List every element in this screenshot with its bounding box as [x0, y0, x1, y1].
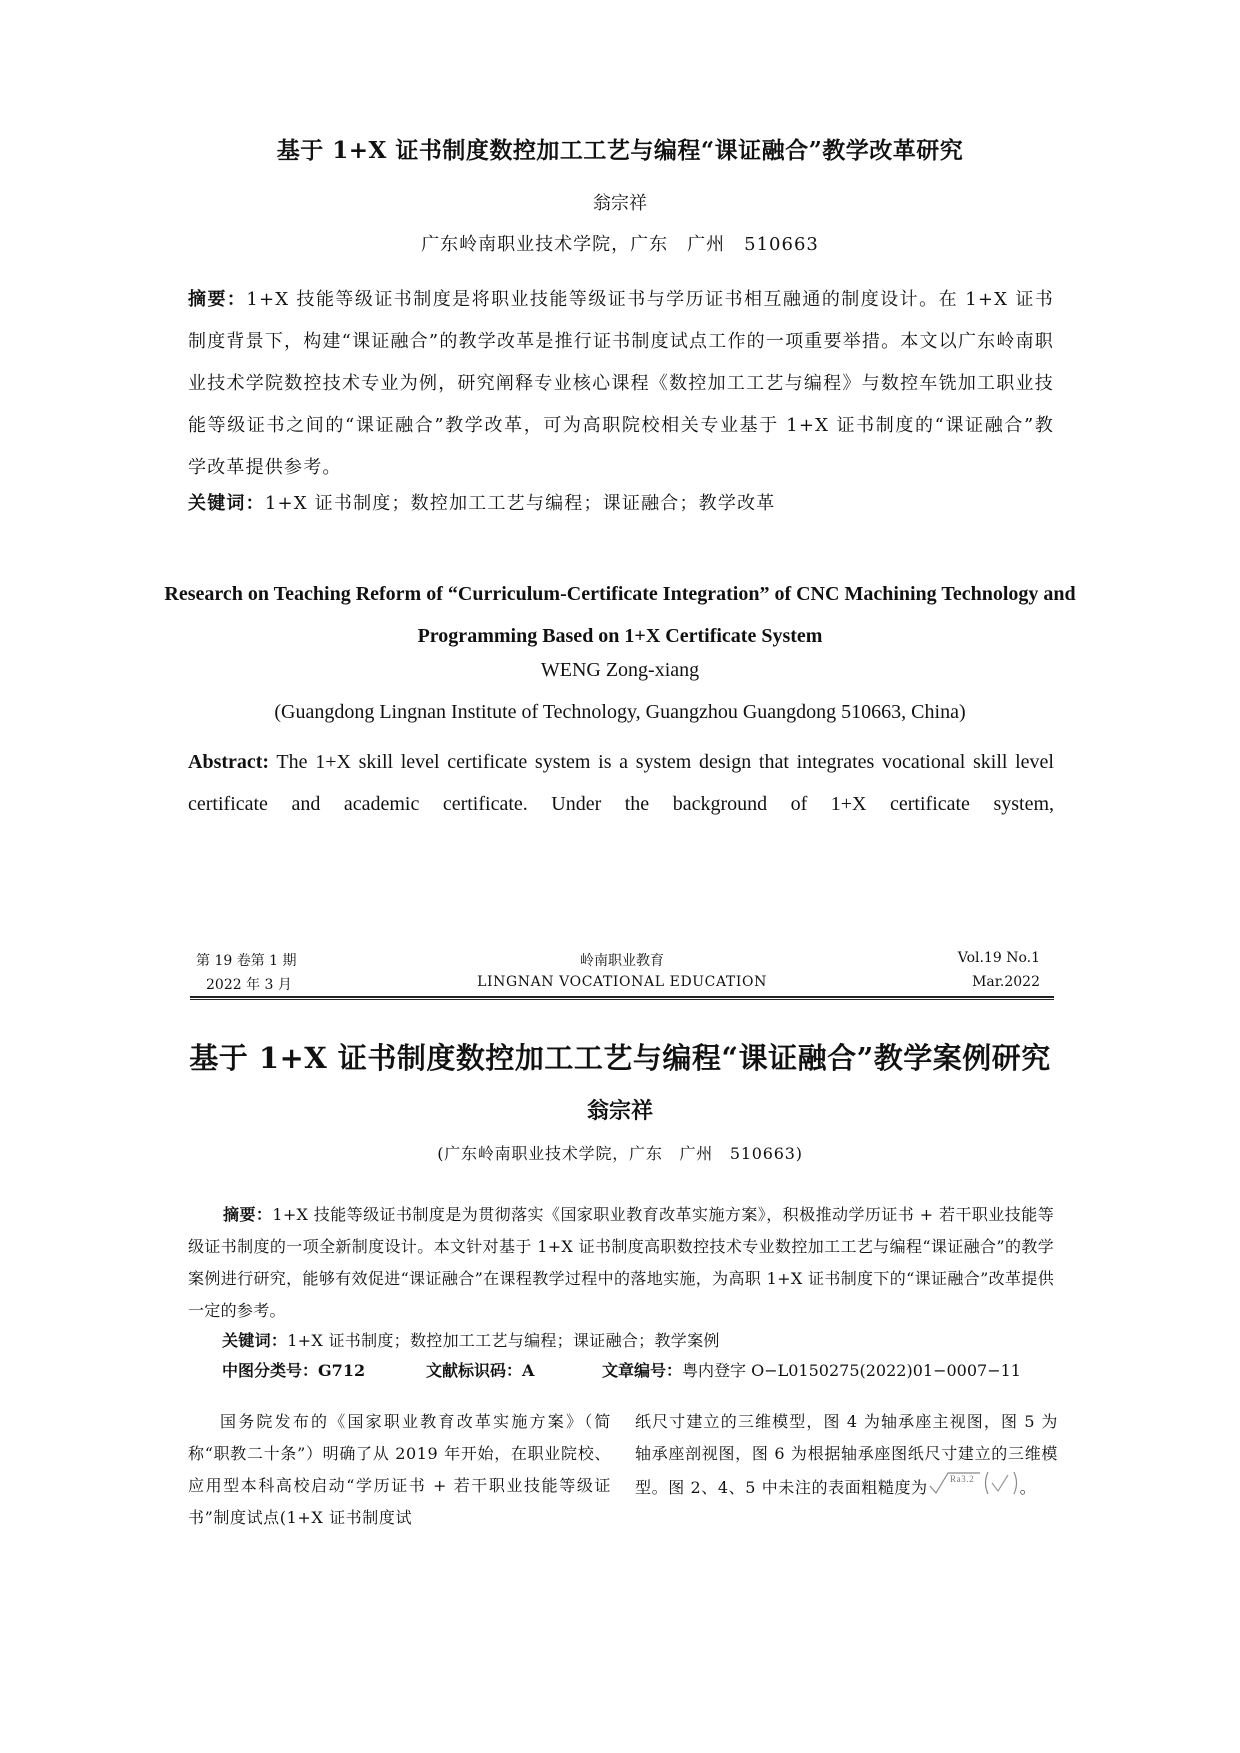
- english-affiliation: (Guangdong Lingnan Institute of Technology, Guangzhou Guangdong 510663, China): [274, 701, 966, 723]
- keywords-label: 关键词：: [188, 493, 265, 514]
- published-title: 基于 1+X 证书制度数控加工工艺与编程“课证融合”教学案例研究: [189, 1041, 1051, 1075]
- clc-value: G712: [318, 1361, 366, 1380]
- header-journal-en: LINGNAN VOCATIONAL EDUCATION: [477, 974, 767, 990]
- doccode-field: [426, 1358, 534, 1381]
- english-abstract: [188, 741, 1054, 825]
- abstract-label: 摘要：: [188, 289, 247, 310]
- manuscript-keywords: [188, 489, 1054, 515]
- english-abstract-text: The 1+X skill level certificate system is a system design that integrates vocational skill level certificate and academic certificate. Under the background of 1+X certificate system,: [188, 751, 1054, 815]
- header-date-cn: 2022 年 3 月: [206, 977, 292, 993]
- clc-field: [222, 1361, 365, 1380]
- articleno-field: [602, 1358, 1021, 1381]
- body-column-left: 国务院发布的《国家职业教育改革实施方案》（简称“职教二十条”）明确了从 2019 年开始，在职业院校、应用型本科高校启动“学历证书 + 若干职业技能等级证书”制度试点(1+X 证书制度试: [188, 1412, 611, 1527]
- header-volume-cn: 第 19 卷第 1 期: [196, 953, 297, 969]
- manuscript-abstract: [188, 279, 1054, 489]
- clc-label: 中图分类号：: [222, 1361, 319, 1380]
- english-title: Research on Teaching Reform of “Curriculum-Certificate Integration” of CNC Machining Technology and Programming Based on 1+X Certificate System: [164, 583, 1076, 647]
- surface-roughness-symbol: [928, 1470, 1020, 1507]
- published-abstract-label: 摘要：: [223, 1205, 273, 1224]
- abstract-text: 1+X 技能等级证书制度是将职业技能等级证书与学历证书相互融通的制度设计。在 1+X 证书制度背景下，构建“课证融合”的教学改革是推行证书制度试点工作的一项重要举措。本文以广东岭南职业技术学院数控技术专业为例，研究阐释专业核心课程《数控加工工艺与编程》与数控车铣加工职业技能等级证书之间的“课证融合”教学改革，可为高职院校相关专业基于 1+X 证书制度的“课证融合”教学改革提供参考。: [188, 289, 1054, 478]
- header-volume-en: Vol.19 No.1: [957, 950, 1040, 966]
- published-affiliation: (广东岭南职业技术学院，广东 广州 510663): [437, 1144, 803, 1163]
- published-abstract-text: 1+X 技能等级证书制度是为贯彻落实《国家职业教育改革实施方案》，积极推动学历证书 + 若干职业技能等级证书制度的一项全新制度设计。本文针对基于 1+X 证书制度高职数控技术专业数控加工工艺与编程“课证融合”的教学案例进行研究，能够有效促进“课证融合”在课程教学过程中的落地实施，为高职 1+X 证书制度下的“课证融合”改革提供一定的参考。: [188, 1205, 1054, 1320]
- header-journal-cn: 岭南职业教育: [580, 953, 664, 969]
- published-keywords-label: 关键词：: [222, 1331, 288, 1350]
- published-metadata: [222, 1358, 1022, 1381]
- body-right-text: 纸尺寸建立的三维模型，图 4 为轴承座主视图，图 5 为轴承座剖视图，图 6 为根据轴承座图纸尺寸建立的三维模型。图 2、4、5 中未注的表面粗糙度为: [635, 1412, 1058, 1497]
- articleno-value: 粤内登字 O−L0150275(2022)01−0007−11: [682, 1361, 1021, 1380]
- published-abstract: [188, 1199, 1054, 1327]
- keywords-text: 1+X 证书制度；数控加工工艺与编程；课证融合；教学改革: [264, 493, 776, 514]
- published-author: 翁宗祥: [586, 1098, 653, 1124]
- manuscript-author: 翁宗祥: [593, 193, 647, 214]
- english-author: WENG Zong-xiang: [540, 659, 700, 681]
- body-right-end: 。: [1019, 1478, 1037, 1497]
- articleno-label: 文章编号：: [602, 1361, 683, 1380]
- roughness-value: Ra3.2: [949, 1474, 974, 1484]
- published-keywords-text: 1+X 证书制度；数控加工工艺与编程；课证融合；教学案例: [287, 1331, 720, 1350]
- english-abstract-label: Abstract:: [188, 751, 270, 773]
- header-date-en: Mar.2022: [972, 974, 1040, 990]
- manuscript-affiliation: 广东岭南职业技术学院，广东 广州 510663: [421, 234, 819, 255]
- doccode-label: 文献标识码：: [426, 1361, 523, 1380]
- journal-header: [190, 950, 1054, 998]
- header-rule: [190, 996, 1054, 1000]
- body-column-right: [635, 1406, 1058, 1507]
- doccode-value: A: [522, 1361, 535, 1380]
- published-keywords: [222, 1328, 720, 1351]
- manuscript-title: 基于 1+X 证书制度数控加工工艺与编程“课证融合”教学改革研究: [276, 137, 964, 164]
